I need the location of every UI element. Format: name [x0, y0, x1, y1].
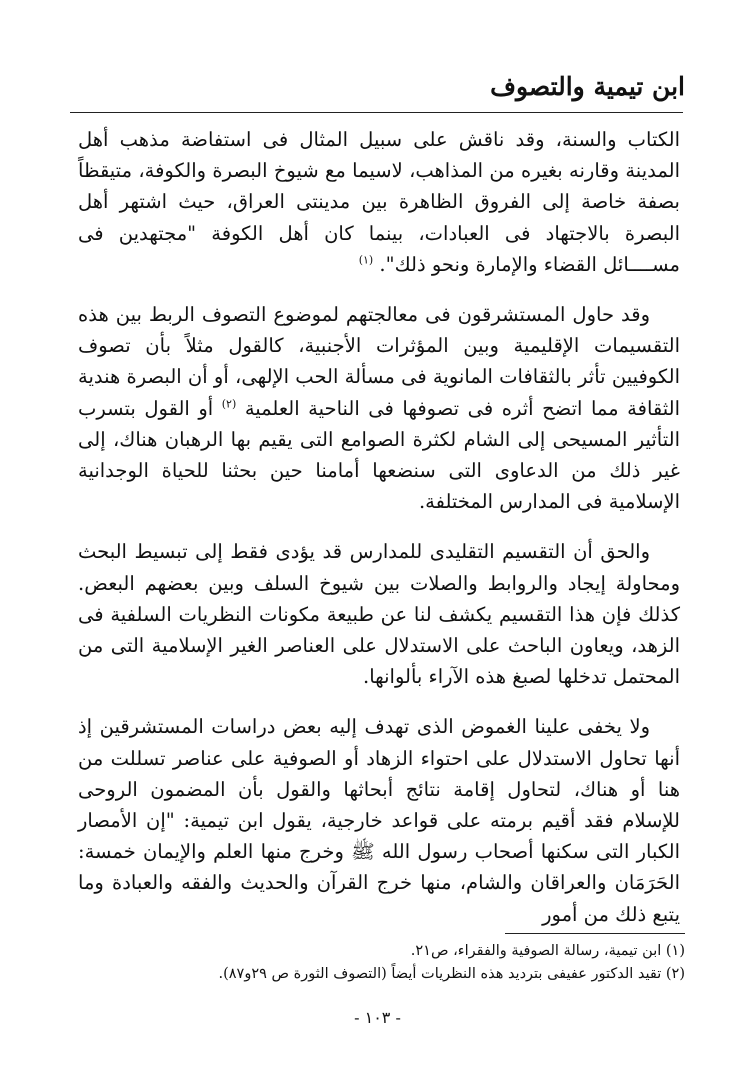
paragraph-2-text-b: أو القول بتسرب التأثير المسيحى إلى الشام لكثرة الصوامع التى يقيم بها الرهبان هناك، إلى غير ذلك من الدعاوى التى سنضعها أمامنا حين بحثنا للحياة الوجدانية الإسلامية فى المدارس المختلفة.	[78, 396, 680, 514]
footnote-1: (١) ابن تيمية، رسالة الصوفية والفقراء، ص٢١.	[410, 943, 685, 959]
footnotes	[75, 940, 685, 986]
footnote-2: (٢) تقيد الدكتور عفيفى بترديد هذه النظريات أيضاً (التصوف الثورة ص ٢٩و٨٧).	[218, 966, 685, 982]
header-divider	[70, 112, 683, 113]
footnote-ref-1: (١)	[358, 253, 374, 267]
main-text	[78, 124, 680, 930]
paragraph-4	[78, 711, 680, 929]
footnote-divider	[505, 933, 685, 934]
paragraph-1	[78, 124, 680, 280]
paragraph-2-text-a: وقد حاول المستشرقون فى معالجتهم لموضوع التصوف الربط بين هذه التقسيمات الإقليمية وبين المؤثرات الأجنبية، كالقول مثلاً بأن تصوف الكوفيين تأثر بالثقافات المانوية فى مسألة الحب الإلهى، أو أن البصرة هندية الثقافة مما اتضح أثره فى تصوفها فى الناحية العلمية	[78, 303, 680, 420]
paragraph-4-text: ولا يخفى علينا الغموض الذى تهدف إليه بعض دراسات المستشرقين إذ أنها تحاول الاستدلال على احتواء الزهاد أو الصوفية على عناصر تسللت من هنا أو هناك، لتحاول إقامة نتائج أبحاثها والقول بأن المضمون الروحى للإسلام فقد أقيم برمته على قواعد خارجية، يقول ابن تيمية: "إن الأمصار الكبار التى سكنها أصحاب رسول الله ﷺ وخرج منها العلم والإيمان خمسة: الحَرَمَان والعراقان والشام، منها خرج القرآن والحديث والفقه والعبادة وما يتبع ذلك من أمور	[78, 715, 680, 926]
running-header-title: ابن تيمية والتصوف	[490, 72, 685, 101]
footnote-ref-2: (٢)	[221, 397, 237, 411]
paragraph-3-text: والحق أن التقسيم التقليدى للمدارس قد يؤدى فقط إلى تبسيط البحث ومحاولة إيجاد والروابط والصلات بين شيوخ السلف وبين بعضهم البعض. كذلك فإن هذا التقسيم يكشف لنا عن طبيعة مكونات النظريات السلفية فى الزهد، ويعاون الباحث على الاستدلال على العناصر الغير الإسلامية التى من المحتمل تدخلها لصبغ هذه الآراء بألوانها.	[78, 540, 680, 689]
paragraph-3	[78, 536, 680, 692]
paragraph-2	[78, 299, 680, 517]
paragraph-1-text: الكتاب والسنة، وقد ناقش على سبيل المثال فى استفاضة مذهب أهل المدينة وقارنه بغيره من المذاهب، لاسيما مع شيوخ البصرة والكوفة، متيقظاً بصفة خاصة إلى الفروق الظاهرة بين مدينتى العراق، حيث اشتهر أهل البصرة بالاجتهاد فى العبادات، بينما كان أهل الكوفة "مجتهدين فى مســــائل القضاء والإمارة ونحو ذلك".	[78, 128, 680, 276]
page-number: - ١٠٣ -	[354, 1008, 401, 1027]
